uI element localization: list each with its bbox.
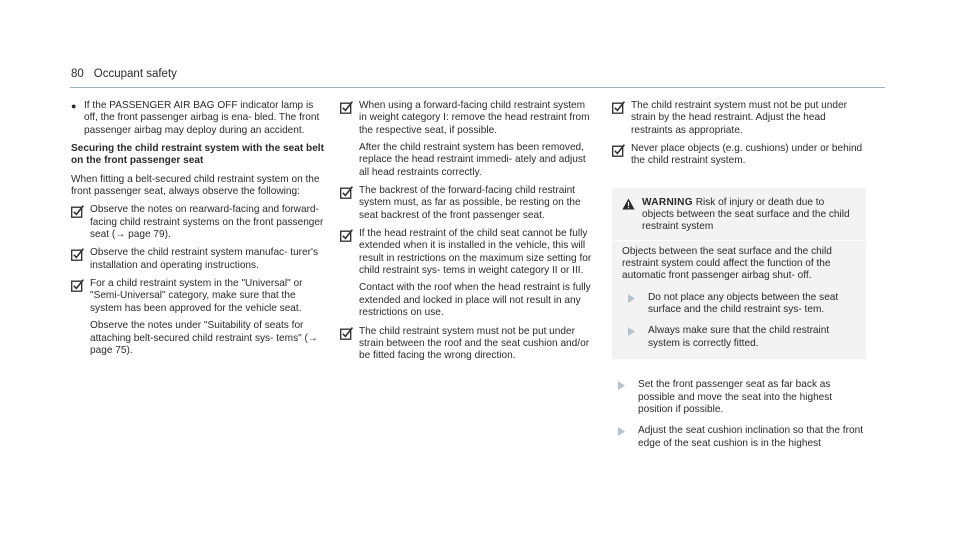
checklist-text: When using a forward-facing child restraint system in weight category I: remove the head restraint from the respective seat, if possible.	[359, 100, 590, 136]
checklist-text: For a child restraint system in the "Universal" or "Semi-Universal" category, make sure that the system has been approved for the vehicle seat.	[90, 278, 303, 314]
page-number: 80	[71, 68, 84, 80]
column-right	[612, 100, 866, 450]
arrow-right-icon	[622, 325, 648, 340]
checklist-item	[71, 247, 326, 272]
checklist-item	[340, 228, 593, 319]
checklist-item	[71, 204, 326, 241]
step-item	[612, 379, 866, 416]
warning-body: Objects between the seat surface and the child restraint system could affect the function of the automatic front passenger airbag shut- off.	[622, 245, 832, 282]
checklist-text: The child restraint system must not be put under strain by the head restraint. Adjust the head restraints as appropriate.	[631, 100, 847, 136]
checklist-item	[612, 100, 866, 137]
checklist-text: Observe the notes on rearward-facing and forward-facing child restraint systems on the front passenger seat (→ page 79).	[90, 204, 324, 241]
warning-divider	[612, 240, 866, 241]
checklist-subtext: Observe the notes under "Suitability of seats for attaching belt-secured child restraint sys- tems" (→ page 75).	[90, 320, 318, 356]
checklist-item	[612, 143, 866, 168]
step-text: Set the front passenger seat as far back as possible and move the seat into the highest position if possible.	[638, 379, 833, 415]
warning-label: WARNING	[642, 196, 693, 208]
checkbox-icon	[340, 326, 359, 340]
checklist-item	[340, 100, 593, 179]
checklist-item	[71, 278, 326, 357]
step-item	[612, 425, 866, 450]
warning-step	[622, 292, 858, 317]
arrow-right-icon	[612, 379, 638, 394]
warning-icon	[622, 197, 642, 214]
column-left	[71, 100, 326, 357]
warning-step-text: Always make sure that the child restraint system is correctly fitted.	[648, 325, 830, 349]
checkbox-icon	[71, 278, 90, 292]
section-title: Occupant safety	[93, 68, 177, 80]
checklist-item	[340, 185, 593, 222]
checkbox-icon	[71, 204, 90, 218]
bullet-icon: ●	[71, 101, 77, 111]
warning-step-text: Do not place any objects between the seat surface and the child restraint sys- tem.	[648, 291, 839, 316]
warning-box	[612, 188, 866, 359]
checklist-text: The child restraint system must not be put under strain between the roof and the seat cushion and/or be fitted facing the wrong direction.	[359, 325, 590, 362]
arrow-right-icon	[612, 425, 638, 440]
arrow-right-icon	[622, 292, 648, 307]
column-middle	[340, 100, 593, 363]
warning-title: Risk of injury or death due to objects between the seat surface and the child restraint system	[642, 196, 850, 233]
checklist-text: Observe the child restraint system manufac- turer's installation and operating instructions.	[90, 247, 318, 271]
page-header	[71, 68, 177, 80]
intro-text: When fitting a belt-secured child restraint system on the front passenger seat, always observe the following:	[71, 173, 320, 198]
header-divider	[70, 87, 885, 88]
checklist-subtext: After the child restraint system has been removed, replace the head restraint immedi- ately and adjust all head restraints correctly.	[359, 142, 586, 178]
section-heading: Securing the child restraint system with the seat belt on the front passenger seat	[71, 143, 324, 167]
checklist-subtext: Contact with the roof when the head restraint is fully extended and locked in place will not result in any restrictions on use.	[359, 282, 591, 319]
step-text: Adjust the seat cushion inclination so that the front edge of the seat cushion is in the highest	[638, 425, 864, 449]
warning-step	[622, 325, 858, 350]
checklist-item	[340, 326, 593, 363]
list-item	[71, 100, 326, 137]
checkbox-icon	[340, 228, 359, 242]
checkbox-icon	[612, 100, 631, 114]
bullet-text: If the PASSENGER AIR BAG OFF indicator lamp is off, the front passenger airbag is ena- bled. The front passenger airbag may deploy during an accident.	[84, 100, 320, 136]
checklist-text: If the head restraint of the child seat cannot be fully extended when it is installed in the vehicle, this will result in restrictions on the maximum size setting for child restraint sys- tems in weight category II or III.	[359, 228, 592, 277]
checkbox-icon	[71, 247, 90, 261]
warning-header	[622, 197, 858, 234]
checkbox-icon	[612, 143, 631, 157]
checkbox-icon	[340, 100, 359, 114]
checklist-text: Never place objects (e.g. cushions) under or behind the child restraint system.	[631, 143, 863, 167]
checkbox-icon	[340, 185, 359, 199]
checklist-text: The backrest of the forward-facing child restraint system must, as far as possible, be resting on the seat backrest of the front passenger seat.	[359, 185, 581, 221]
